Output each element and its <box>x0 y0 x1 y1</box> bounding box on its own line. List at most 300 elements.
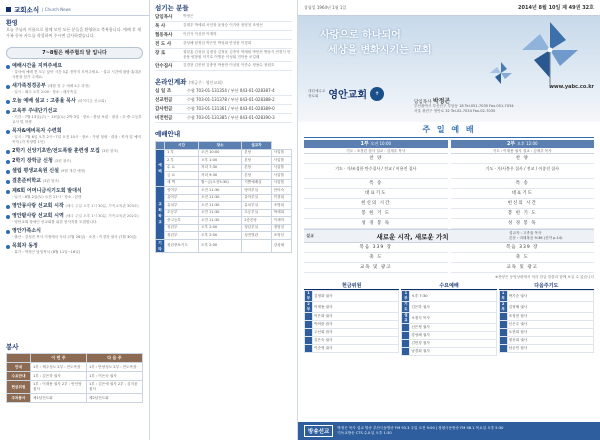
offering-row <box>305 313 399 321</box>
offering-row-label <box>499 313 507 321</box>
offering-row <box>499 321 593 329</box>
schedule-cell: 본당 <box>242 149 271 157</box>
news-item-title-wrap <box>12 63 62 70</box>
staff-row <box>155 31 292 40</box>
news-item-title-wrap <box>12 158 71 165</box>
offering-row <box>305 329 399 337</box>
staff-row <box>155 49 292 62</box>
news-item-head <box>6 148 143 155</box>
schedule-row <box>156 232 292 240</box>
schedule-table-wrap <box>155 141 292 253</box>
schedule-cell: 유아부실 <box>242 194 271 202</box>
offering-row-label <box>305 337 313 345</box>
offering-row-value: 남궁민 집사 <box>507 345 593 353</box>
service-1-sub: 기도 : 조경린 집사 설교 : 김재우 목사 <box>304 148 448 154</box>
offering-row <box>305 302 399 313</box>
offering-row-label <box>402 348 410 356</box>
serve-header-cell <box>7 354 31 363</box>
schedule-cell: 유치부실 <box>242 202 271 210</box>
offering-row-value: 이순영 권사 <box>313 345 399 353</box>
schedule-row <box>156 209 292 217</box>
offering-row <box>402 313 496 324</box>
offering-block-title: 수요예배 <box>401 282 496 290</box>
offering-row-value: 신은정 권사 <box>410 324 496 332</box>
news-item-title: 오늘 예배 설교 : 고종율 목사 <box>12 98 76 104</box>
service-2-head <box>451 140 595 148</box>
schedule-row <box>156 239 292 252</box>
schedule-group: 예배 <box>156 149 165 187</box>
news-item-title-wrap <box>12 148 118 155</box>
schedule-table <box>155 141 292 253</box>
offering-row-value: 김은숙 권사 <box>313 337 399 345</box>
serve-this-week: 1부 : 이재용 권사 2부 : 안인영 집사 <box>31 381 87 394</box>
bullet-icon <box>6 180 10 184</box>
offering-row-value: 김민경 집사 <box>410 340 496 348</box>
news-item-head <box>6 63 143 70</box>
news-item-note: (매주 주일 오후 1시 30분, 가족교육관 303호) <box>65 204 139 208</box>
news-item-title: 2학기 신앙기초반/전도폭발 훈련생 모집 <box>12 148 100 154</box>
offering-table <box>401 290 496 356</box>
staff-column <box>150 0 298 440</box>
bullet-icon <box>6 160 10 164</box>
sermon-preacher: 설교자 : 고종율 목사 <box>509 231 542 235</box>
account-row <box>155 96 292 105</box>
small-pinwheel-icon <box>484 60 518 90</box>
worship-title: 주 일 예 배 <box>304 122 594 138</box>
schedule-cell: 유치부 <box>165 202 199 210</box>
news-item-body: · 일시 : 8월 2일(토) 오전 11시 · 장소 : 본당 <box>12 195 82 199</box>
news-item-head <box>6 158 143 165</box>
schedule-group: 교회학교 <box>156 187 165 240</box>
schedule-header-cell: 시간 <box>165 142 199 150</box>
schedule-row <box>156 217 292 225</box>
account-number: 수협 703-01-131361 / 부산 043-01-028389-0 <box>187 106 275 111</box>
square-icon <box>6 7 11 12</box>
account-type: 감사헌금 <box>155 107 173 112</box>
staff-role: 장 로 <box>155 51 166 56</box>
news-item-title: 영안몽사랑 선교회 시작 <box>12 203 64 209</box>
news-item <box>6 188 143 200</box>
bullet-icon <box>6 110 10 114</box>
offering-row-value: 오현희 집사 <box>507 329 593 337</box>
worship-order-top <box>304 140 594 229</box>
news-item-note: (매주 주일 오후 1시 30분, 가족교육관 202호) <box>65 214 139 218</box>
offering-row <box>402 324 496 332</box>
news-item <box>6 83 143 95</box>
slogan-line-2: 세상을 변화시키는 교회 <box>328 45 432 56</box>
offering-row-value: 정선희 권사 <box>507 337 593 345</box>
staff-row <box>155 62 292 71</box>
schedule-cell: 금 요 <box>165 172 199 180</box>
logo-name: 영안교회 <box>328 90 367 101</box>
schedule-cell: 사업틀 <box>271 179 291 187</box>
hero-banner <box>298 16 600 122</box>
news-item-head <box>6 243 143 250</box>
news-item <box>6 213 143 225</box>
service-1-time: 오전 10:00 <box>370 141 392 146</box>
offering-row-label <box>305 321 313 329</box>
offering-row-value: 신은주 권사 <box>507 321 593 329</box>
news-item-body: · 출산 : 김성진 목사 가정에서 득녀 (7월 28일) · 소천 : 이경자 권사 (7월 30일) <box>12 235 137 239</box>
offering-row <box>305 321 399 329</box>
news-item-title: 목자&예비목자 수련회 <box>12 128 62 134</box>
worship-order-line: 헌신의 시간 <box>451 199 595 209</box>
worship-order-line: 교독 및 광고 <box>451 263 595 273</box>
serve-header-cell: 이 번 주 <box>31 354 87 363</box>
schedule-row <box>156 224 292 232</box>
sermon-label: 설교 <box>306 233 314 238</box>
schedule-cell: 1 부 <box>165 149 199 157</box>
staff-names: 박정곤 <box>183 14 194 18</box>
schedule-group: 기타 <box>156 239 165 252</box>
schedule-cell: 유아부 <box>165 194 199 202</box>
schedule-cell: 본당 <box>242 157 271 165</box>
news-title: 교회소식 <box>14 6 40 14</box>
staff-names: 이건식 이상현 이재학 <box>183 32 217 36</box>
news-item-title: 제6회 어머니금식기도회 발대식 <box>12 188 82 194</box>
staff-names: 권달홍 김성남 김정상 김정윤 김종학 박계원 박봉현 방삼식 안경식 안웅용 양창원 이기호 이병문 이성회 전학용 조길래 <box>183 50 291 59</box>
issue-date: 2014년 8월 10일 제 49권 32호 <box>518 5 594 11</box>
account-row <box>155 87 292 96</box>
logo-small-1: 대한예수교 <box>308 88 326 93</box>
account-type: 십 일 조 <box>155 89 172 94</box>
schedule-cell: 오전 11:30 <box>199 209 242 217</box>
address-line-1: 부산광역시 부산진구 부암동 18 Tel.051-7035 Fax.051-7034 <box>414 104 514 108</box>
news-item-title-wrap <box>12 108 57 115</box>
bullet-icon <box>6 100 10 104</box>
offering-row-label: 1부 <box>402 291 410 302</box>
staff-row <box>155 13 292 22</box>
news-item-head <box>6 83 143 90</box>
news-item <box>6 148 143 155</box>
staff-row <box>155 22 292 31</box>
schedule-row <box>156 149 292 157</box>
bullet-icon <box>6 130 10 134</box>
worship-order-line: 축 도 <box>451 253 595 263</box>
schedule-row <box>156 202 292 210</box>
staff-title: 섬기는 분들 <box>155 4 189 12</box>
offering-row-label: 설교 <box>402 313 410 324</box>
worship-order-line: 기도 · 가/조경한 만수집사 / 전교 / 이용진 집사 <box>304 164 448 179</box>
pastor-name: 박정곤 <box>432 98 451 105</box>
schedule-row <box>156 179 292 187</box>
bullet-icon <box>6 190 10 194</box>
schedule-cell: 초등부 <box>165 209 199 217</box>
staff-row <box>155 40 292 49</box>
service-2-sub: 기도 : 이재용 권사 설교 : 김재우 목사 <box>451 148 595 154</box>
offering-row-label <box>402 324 410 332</box>
news-item-body: · 휴가 : 박정곤 담임목사 (8월 11일~16일) <box>12 250 81 254</box>
schedule-cell: 조영선 <box>271 232 291 240</box>
schedule-cell: 성전별관 <box>242 232 271 240</box>
news-item-title-wrap <box>12 178 59 185</box>
news-item-title: 예배시간을 지켜주세요 <box>12 63 63 69</box>
news-item-title-wrap <box>12 168 85 175</box>
news-header <box>0 0 149 16</box>
offering-row-label <box>499 329 507 337</box>
worship-order-line: 봉 헌 기 도 <box>451 209 595 219</box>
staff-role: 협동목사 <box>155 33 173 38</box>
offering-row <box>499 291 593 302</box>
schedule-cell: 사업틀 <box>271 172 291 180</box>
news-item <box>6 178 143 185</box>
schedule-cell: 오전 10:00 <box>199 149 242 157</box>
schedule-cell: 오전 11:30 <box>199 217 242 225</box>
account-number: 수협 703-01-131385 / 부산 043-01-028390-3 <box>187 115 275 120</box>
schedule-cell: 오후 2:00 <box>199 239 242 252</box>
schedule-cell: 박세희 <box>271 209 291 217</box>
schedule-cell: 오후 1:00 <box>199 157 242 165</box>
worship-order-line: 교독 및 광고 <box>304 263 448 273</box>
worship-order-line: 찬 양 <box>451 154 595 164</box>
address-block <box>414 104 594 114</box>
online-owner: (예금주 : 영안교회) <box>188 80 223 85</box>
bullet-icon <box>6 230 10 234</box>
schedule-cell: 정영천 <box>271 224 291 232</box>
offering-row <box>499 337 593 345</box>
schedule-row <box>156 194 292 202</box>
offering-row <box>402 291 496 302</box>
serve-title: 봉사 <box>6 343 19 351</box>
schedule-cell: 저녁 9:30 <box>199 172 242 180</box>
news-item-title-wrap <box>12 243 38 250</box>
staff-role: 전 도 사 <box>155 42 172 47</box>
schedule-cell: 수 요 <box>165 164 199 172</box>
worship-order-line: 성 경 봉 독 <box>451 219 595 229</box>
serve-row <box>7 381 143 394</box>
news-item-title-wrap <box>12 203 139 210</box>
serve-row <box>7 363 143 372</box>
church-logo <box>308 86 384 101</box>
service-2 <box>451 140 595 229</box>
news-item-head <box>6 128 143 135</box>
account-list <box>150 87 297 123</box>
service-2-name: 2부 <box>506 141 516 147</box>
schedule-title: 예배안내 <box>155 130 181 138</box>
schedule-cell: 영아부실 <box>242 187 271 195</box>
worship-order-line: 성 경 봉 독 <box>304 219 448 229</box>
bullet-icon <box>6 205 10 209</box>
service-2-after <box>451 243 595 273</box>
news-item-note: (3편 참조) <box>54 159 72 163</box>
worship-order-line: 특 송 <box>451 179 595 189</box>
worship-order-line: 복음 339 장 <box>304 243 448 253</box>
offering-table <box>304 290 399 353</box>
schedule-cell: 청년중보기도 <box>165 239 199 252</box>
news-item <box>6 63 143 80</box>
issue-bar <box>298 0 600 16</box>
offering-row-value: 김정혜 권사 <box>507 302 593 313</box>
offering-block <box>304 282 399 356</box>
offering-row <box>499 329 593 337</box>
news-item <box>6 243 143 255</box>
news-item-body: · 기간 : 7월 13일(주) ~ 15일(토) 2박 3일 · 장소 : 충남 보령 · 대상 : 초·중·고등부 교사 및 학생 <box>12 115 142 124</box>
news-item-title: 영안가족소식 <box>12 228 41 234</box>
serve-next-week: 1부 : 김은애 권사 2부 : 김지윤 집사 <box>87 381 143 394</box>
offering-row-value: 남경희 권사 <box>410 348 496 356</box>
offering-row-label: 1부 <box>305 291 313 302</box>
serve-this-week: 1부 : 김은하 권사 <box>31 372 87 381</box>
broadcast-label: 방송선교 <box>304 425 333 437</box>
bullet-icon <box>6 215 10 219</box>
staff-names: 강성혜 남정임 박은민 박성희 안성용 이경희 <box>183 41 252 45</box>
worship-order-line: 대표기도 <box>304 189 448 199</box>
welcome-text: 오늘 주님의 이름으로 함께 모인 모든 분들을 환영하고 축복합니다. 예배 후 새가족 등록 카드를 작성하여 주시면 감사하겠습니다. <box>6 27 142 38</box>
offering-row-value: 강성혜 권사 <box>410 332 496 340</box>
schedule-cell: 사업틀 <box>271 149 291 157</box>
news-item-note: (3편 참조) <box>101 149 119 153</box>
staff-role: 안수집사 <box>155 64 173 69</box>
schedule-cell: 강성혜 <box>271 239 291 252</box>
offering-row-label <box>305 345 313 353</box>
schedule-cell: 월~금(오전5:30) <box>199 179 242 187</box>
news-item-title-wrap <box>12 228 41 235</box>
schedule-cell: 오전 11:30 <box>199 202 242 210</box>
worship-order-bottom <box>304 243 594 273</box>
schedule-cell: 청년부 <box>165 224 199 232</box>
news-item-note: (3편 참조) <box>42 179 60 183</box>
offering-row <box>499 345 593 353</box>
schedule-header-cell <box>156 142 165 150</box>
offering-row <box>402 348 496 356</box>
church-url[interactable]: www.yabc.co.kr <box>549 84 594 90</box>
pastor-label: 담임목사 <box>414 100 432 105</box>
offering-row-label <box>305 313 313 321</box>
logo-small-2: 장로회 <box>308 93 319 98</box>
schedule-cell: 2층본당 <box>242 217 271 225</box>
bullet-icon <box>6 85 10 89</box>
offering-block <box>499 282 594 356</box>
schedule-cell: 이경희 <box>271 194 291 202</box>
news-item-title-wrap <box>12 213 139 220</box>
offering-row-value: 박미란 집사 <box>313 321 399 329</box>
welcome-section <box>0 16 149 41</box>
news-item-head <box>6 168 143 175</box>
schedule-cell: 사업틀 <box>271 164 291 172</box>
offering-row-label: 2부 <box>305 302 313 313</box>
offering-row <box>305 291 399 302</box>
worship-order-line: 대표기도 <box>451 189 595 199</box>
offering-row-label <box>402 340 410 348</box>
logo-denomination <box>308 89 325 99</box>
news-item-title-wrap <box>12 98 106 105</box>
schedule-cell: 2 부 <box>165 157 199 165</box>
news-item-head <box>6 98 143 105</box>
schedule-row <box>156 157 292 165</box>
news-list <box>0 63 149 255</box>
news-item-note: (매월 첫 주 예배 4주 과정) <box>47 84 90 88</box>
schedule-cell: 오전 11:30 <box>199 194 242 202</box>
worship-order-line: 기도 · 가/사봉우 집사 / 전교 / 이종진 집사 <box>451 164 595 179</box>
news-item-note: (파이디온 선교회) <box>77 99 106 103</box>
news-item-head <box>6 188 143 195</box>
news-item <box>6 98 143 105</box>
schedule-row <box>156 172 292 180</box>
schedule-cell: 청년부실 <box>242 224 271 232</box>
staff-role: 목 사 <box>155 24 166 29</box>
schedule-cell: 초등부실 <box>242 209 271 217</box>
address-line-2: 서울 광진구 영안로 32 Tel.02-7034 Fax.02-7035 <box>414 109 496 113</box>
founded-date: 창립일 1964년 1월 1일 <box>304 4 347 10</box>
offering-row-label <box>402 332 410 340</box>
account-number: 수협 703-01-131354 / 부산 043-01-028387-4 <box>187 88 275 93</box>
schedule-cell: 오후 2:00 <box>199 232 242 240</box>
news-item-title: 새가족정경공부 <box>12 83 46 89</box>
offering-row-value: 김은하 권사 <box>410 302 496 313</box>
news-item <box>6 228 143 240</box>
staff-names: 김경현 김종헌 김충현 박용만 이상열 이종수 정용수 정원호 <box>183 63 275 67</box>
serve-row-label: 수요안내 <box>7 372 31 381</box>
service-1-lines <box>304 154 448 229</box>
news-item-head <box>6 178 143 185</box>
serve-next-week: 제2남전도회 <box>87 394 143 403</box>
welcome-title: 환영 <box>6 20 18 27</box>
news-item <box>6 108 143 125</box>
worship-order-line: 찬 양 <box>304 154 448 164</box>
bullet-icon <box>6 245 10 249</box>
offering-row-value: 오후 7:30 <box>410 291 496 302</box>
worship-order-line: 헌신의 시간 <box>304 199 448 209</box>
offering-row-label <box>499 337 507 345</box>
schedule-cell: 사업틀 <box>271 157 291 165</box>
service-2-time: 오후 12:00 <box>517 141 538 146</box>
bullet-icon <box>6 170 10 174</box>
schedule-cell: 안미숙 <box>271 187 291 195</box>
offering-row-label: 2부 <box>499 302 507 313</box>
news-item <box>6 168 143 175</box>
news-item-title: 2학기 장학금 신청 <box>12 158 53 164</box>
worship-order-line: 축 도 <box>304 253 448 263</box>
sermon-text: 본문 : 마태복음 9:36 (신약 p.14) <box>509 236 563 240</box>
slogan <box>320 28 432 58</box>
news-item <box>6 158 143 165</box>
offering-row-label: 1부 <box>499 291 507 302</box>
account-row <box>155 114 292 123</box>
account-number: 수협 703-01-131378 / 부산 043-01-028388-2 <box>187 97 275 102</box>
online-title-text: 온라인계좌 <box>155 78 187 86</box>
worship-order-line: 봉 헌 기 도 <box>304 209 448 219</box>
service-1-after <box>304 243 448 273</box>
online-title <box>150 74 297 87</box>
staff-role: 담임목사 <box>155 15 173 20</box>
news-item-head <box>6 108 143 115</box>
offering-row-value: 이은화 권사 <box>313 313 399 321</box>
offering-block-title: 헌금위원 <box>304 282 399 290</box>
offering-block-title: 다음주기도 <box>499 282 594 290</box>
account-type: 선교헌금 <box>155 98 173 103</box>
offering-row-label <box>499 345 507 353</box>
serve-row-label: 헌금위원 <box>7 381 31 394</box>
broadcast-footer <box>298 422 600 440</box>
staff-names: 김재우 박세희 서인복 윤형승 이기락 정영천 조영선 <box>183 23 263 27</box>
schedule-row <box>156 164 292 172</box>
offering-row <box>499 313 593 321</box>
news-item <box>6 203 143 210</box>
schedule-cell: 영아부 <box>165 187 199 195</box>
schedule-cell: 새 벽 <box>165 179 199 187</box>
schedule-cell: 중고등부 <box>165 217 199 225</box>
schedule-cell <box>242 239 271 252</box>
schedule-cell: 본당 <box>242 172 271 180</box>
schedule-cell: 이재학 <box>271 217 291 225</box>
offering-row <box>305 337 399 345</box>
logo-mark-icon: ✝ <box>370 87 384 101</box>
news-item-head <box>6 228 143 235</box>
news-item-body: · 일시 : 7월 6일 오후 2시~7일 오전 10시 · 장소 : 가평 청평 · 대상 : 목자 및 예비목자 (각 목장별 1인) <box>12 135 141 144</box>
news-item-title: 결혼준비학교 <box>12 178 41 184</box>
news-subtitle: | Church News <box>42 7 71 12</box>
sermon-title: 새로운 시작, 새로운 가치 <box>376 232 449 241</box>
